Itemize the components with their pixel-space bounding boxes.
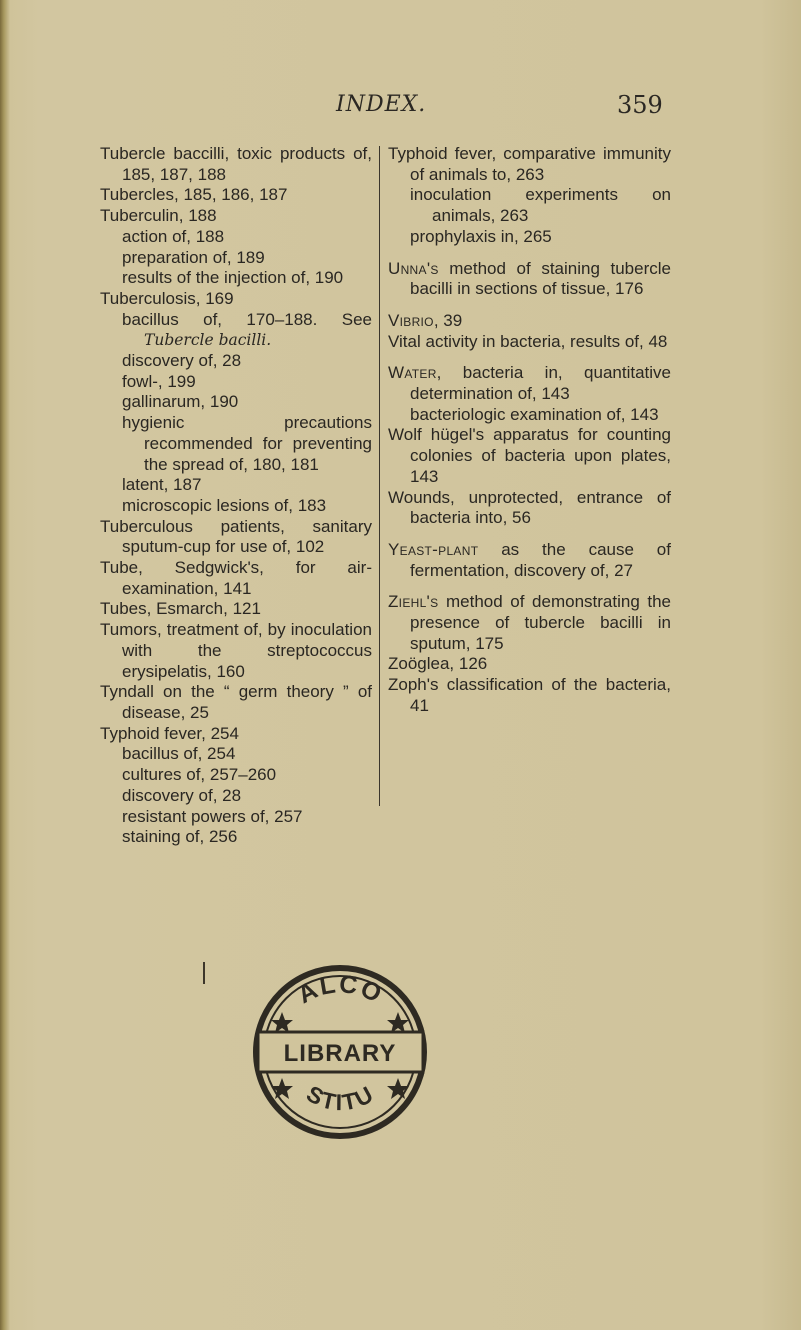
star-icon (387, 1078, 409, 1099)
stamp-top-text: ALCO (293, 969, 388, 1010)
entry-text: bacteriologic examination of, 143 (410, 404, 659, 424)
index-subentry (100, 786, 372, 807)
index-subentry (100, 227, 372, 248)
entry-text: , 39 (433, 310, 463, 330)
entry-text: Tubercles, 185, 186, 187 (100, 185, 288, 205)
index-entry (388, 675, 671, 716)
entry-text: Tuberculin, 188 (100, 206, 217, 226)
entry-text: Ziehl's (388, 592, 439, 612)
entry-text: Vital activity in bacteria, results of, 48 (388, 331, 668, 351)
entry-text: Tube, Sedgwick's, for air-examination, 141 (100, 558, 372, 598)
index-column-left (100, 144, 372, 848)
page-title: INDEX. (336, 92, 427, 117)
index-subentry (100, 310, 372, 351)
index-entry (388, 144, 671, 185)
index-entry (100, 517, 372, 558)
entry-text: Unna's (388, 258, 439, 278)
entry-text: Yeast-plant (388, 539, 479, 559)
entry-text: Wounds, unprotected, entrance of bacteria into, 56 (388, 487, 671, 528)
index-entry (100, 206, 372, 227)
entry-text: Wolf hügel's apparatus for counting colonies of bacteria upon plates, 143 (388, 425, 671, 486)
index-entry (100, 185, 372, 206)
index-subentry (100, 827, 372, 848)
entry-text: hygienic precautions recommended for preventing the spread of, 180, 181 (122, 413, 372, 474)
entry-text: preparation of, 189 (122, 247, 265, 267)
entry-text: fowl-, 199 (122, 371, 196, 391)
entry-text: action of, 188 (122, 226, 225, 246)
entry-text: resistant powers of, 257 (122, 806, 303, 826)
entry-text: method of demonstrating the presence of tubercle bacilli in sputum, 175 (410, 592, 671, 653)
index-entry (388, 654, 671, 675)
index-entry (100, 558, 372, 599)
index-entry (388, 311, 671, 332)
index-subentry (100, 392, 372, 413)
entry-text: cultures of, 257–260 (122, 765, 277, 785)
entry-text: Tubercle baccilli, toxic products of, 185, 187, 188 (100, 144, 372, 184)
entry-text: bacillus of, 170–188. See (122, 309, 372, 329)
entry-text: , bacteria in, quantitative determination of, 143 (410, 363, 671, 404)
index-subentry (100, 372, 372, 393)
index-subentry (388, 185, 671, 226)
entry-text: method of staining tubercle bacilli in sections of tissue, 176 (410, 258, 671, 299)
index-subentry (100, 248, 372, 269)
index-subentry (388, 227, 671, 248)
page-header (0, 92, 801, 126)
index-subentry (100, 496, 372, 517)
entry-text: Tumors, treatment of, by inoculation with the streptococcus erysipelatis, 160 (100, 620, 372, 681)
index-entry (100, 724, 372, 745)
index-entry (388, 259, 671, 300)
entry-text: gallinarum, 190 (122, 392, 239, 412)
stamp-middle-text: LIBRARY (283, 1040, 397, 1067)
entry-text: Water (388, 363, 437, 383)
entry-text: Typhoid fever, comparative immunity of animals to, 263 (388, 144, 671, 184)
entry-text: prophylaxis in, 265 (410, 226, 552, 246)
entry-text: bacillus of, 254 (122, 744, 236, 764)
entry-text: Tubercle bacilli. (144, 331, 272, 350)
margin-mark (203, 962, 205, 984)
index-subentry (100, 807, 372, 828)
page-number: 359 (617, 91, 663, 119)
entry-text: inoculation experiments on animals, 263 (410, 185, 671, 226)
column-divider (379, 146, 380, 806)
star-icon (271, 1078, 293, 1099)
index-entry (388, 488, 671, 529)
entry-text: discovery of, 28 (122, 785, 242, 805)
index-entry (388, 425, 671, 487)
index-entry (100, 289, 372, 310)
entry-text: Tuberculosis, 169 (100, 288, 234, 308)
index-entry (100, 599, 372, 620)
index-entry (388, 332, 671, 353)
index-entry (100, 682, 372, 723)
index-column-right (388, 144, 671, 717)
index-subentry (100, 268, 372, 289)
entry-text: results of the injection of, 190 (122, 268, 344, 288)
entry-text: Tubes, Esmarch, 121 (100, 599, 261, 619)
entry-text: Typhoid fever, 254 (100, 723, 239, 743)
entry-text: discovery of, 28 (122, 351, 242, 371)
index-entry (388, 363, 671, 404)
index-subentry (100, 413, 372, 475)
entry-text: Zoph's classification of the bacteria, 41 (388, 675, 671, 715)
index-subentry (100, 351, 372, 372)
index-entry (100, 144, 372, 185)
entry-text: Tyndall on the “ germ theory ” of disease, 25 (100, 682, 372, 722)
entry-text: as the cause of fermentation, discovery of, 27 (410, 539, 671, 580)
entry-text: latent, 187 (122, 475, 202, 495)
index-subentry (100, 765, 372, 786)
index-subentry (100, 744, 372, 765)
entry-text: Vibrio (388, 310, 434, 330)
index-entry (388, 592, 671, 654)
stamp-bottom-text: STITU (302, 1080, 379, 1116)
index-subentry (100, 475, 372, 496)
library-stamp (248, 960, 433, 1145)
entry-text: Tuberculous patients, sanitary sputum-cup for use of, 102 (100, 516, 372, 557)
index-entry (388, 540, 671, 581)
index-subentry (388, 405, 671, 426)
entry-text: Zoöglea, 126 (388, 654, 488, 674)
entry-text: microscopic lesions of, 183 (122, 495, 327, 515)
entry-text: staining of, 256 (122, 827, 238, 847)
index-entry (100, 620, 372, 682)
